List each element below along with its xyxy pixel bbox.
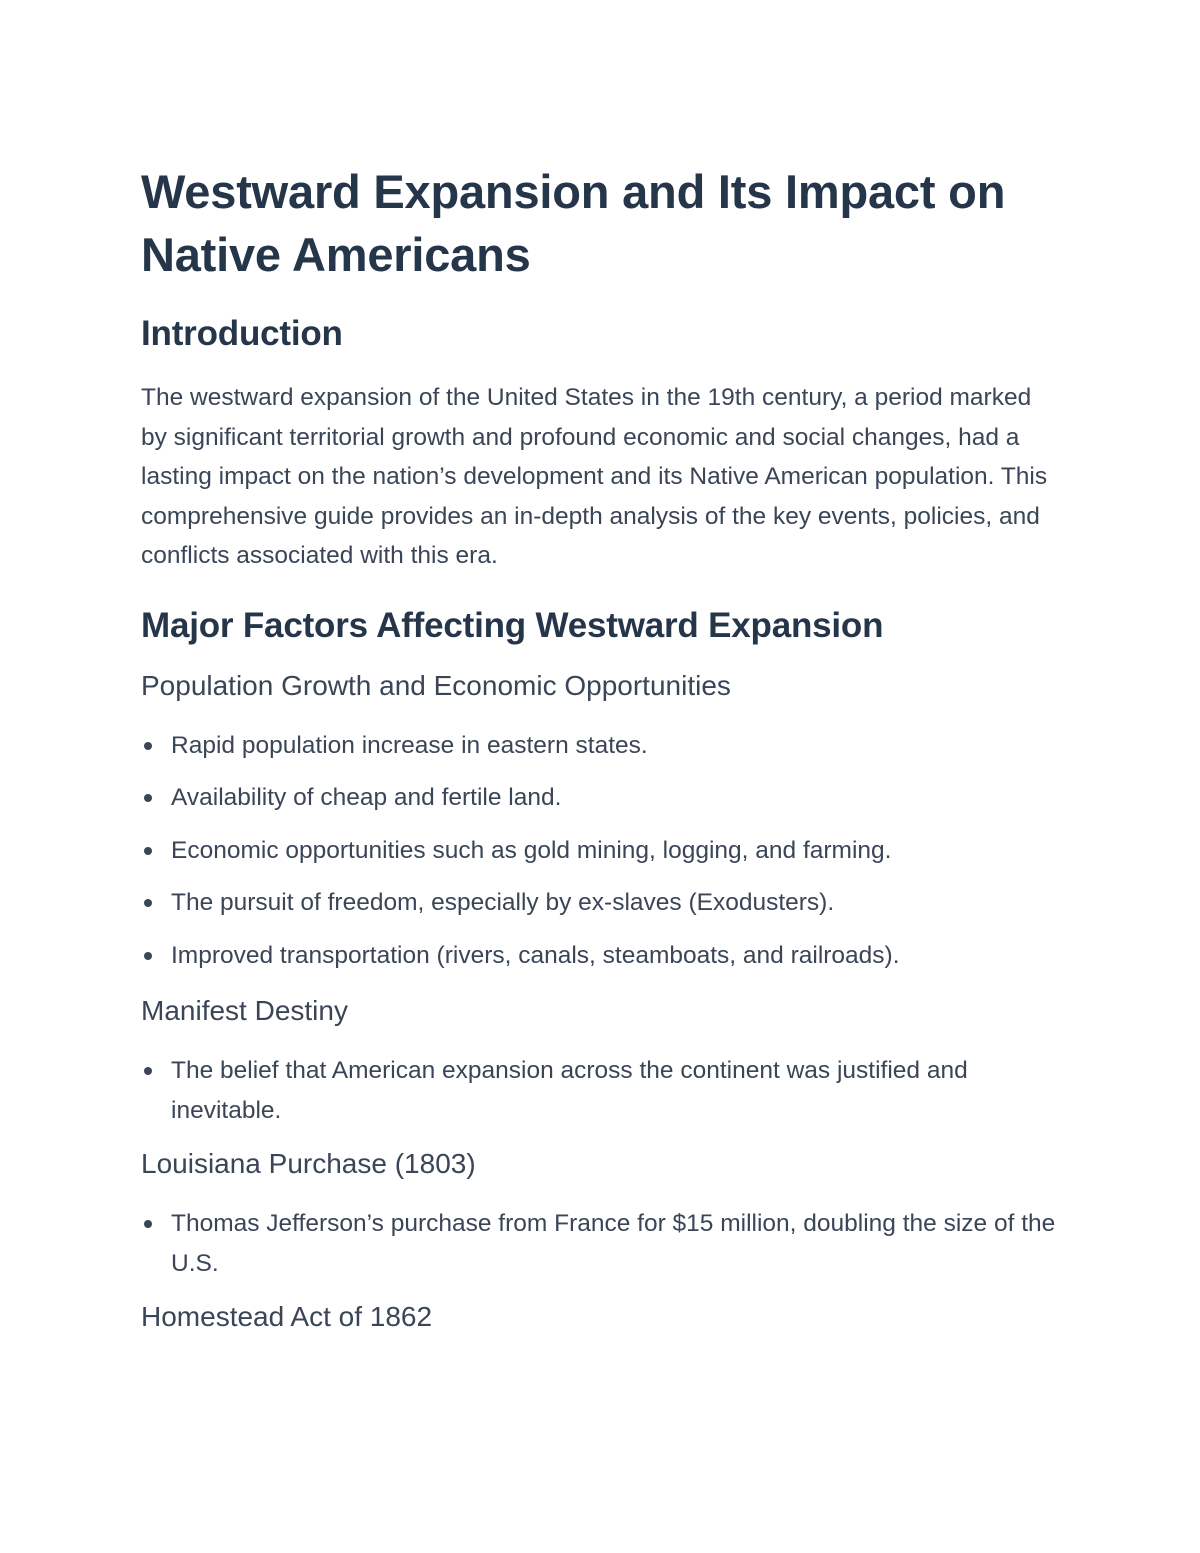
bullet-icon <box>144 847 152 855</box>
list-item-text: Availability of cheap and fertile land. <box>171 784 562 811</box>
bullet-icon <box>144 899 152 907</box>
list-item <box>141 778 1061 818</box>
louisiana-purchase-heading: Louisiana Purchase (1803) <box>141 1148 476 1179</box>
bullet-icon <box>144 794 152 802</box>
major-factors-heading: Major Factors Affecting Westward Expansion <box>141 605 884 645</box>
document-page <box>141 160 1061 1335</box>
list-item-text: Economic opportunities such as gold mining, logging, and farming. <box>171 836 892 864</box>
bullet-icon <box>144 1220 152 1228</box>
manifest-destiny-list <box>141 1051 1061 1130</box>
list-item <box>141 1051 1061 1130</box>
document-title: Westward Expansion and Its Impact on Native Americans <box>141 165 1006 281</box>
bullet-icon <box>144 952 152 960</box>
list-item <box>141 936 1061 976</box>
list-item-text: The pursuit of freedom, especially by ex-slaves (Exodusters). <box>171 889 835 916</box>
list-item <box>141 883 1061 923</box>
list-item-text: The belief that American expansion across the continent was justified and inevitable. <box>171 1057 968 1124</box>
homestead-act-heading: Homestead Act of 1862 <box>141 1301 433 1332</box>
introduction-heading: Introduction <box>141 314 343 353</box>
list-item-text: Improved transportation (rivers, canals, steamboats, and railroads). <box>171 941 900 969</box>
louisiana-purchase-list <box>141 1204 1061 1283</box>
list-item-text: Rapid population increase in eastern states. <box>171 731 648 759</box>
list-item <box>141 831 1061 871</box>
population-growth-heading: Population Growth and Economic Opportunities <box>141 669 731 701</box>
list-item <box>141 1204 1061 1283</box>
population-growth-list <box>141 726 1061 976</box>
introduction-paragraph: The westward expansion of the United States in the 19th century, a period marked by significant territorial growth and profound economic and social changes, had a lasting impact on the nation’s development and its Native American population. This comprehensive guide provides an in-depth analysis of the key events, policies, and conflicts associated with this era. <box>141 384 1048 569</box>
manifest-destiny-heading: Manifest Destiny <box>141 995 348 1026</box>
bullet-icon <box>144 742 152 750</box>
list-item-text: Thomas Jefferson’s purchase from France for $15 million, doubling the size of the U.S. <box>171 1210 1056 1277</box>
list-item <box>141 726 1061 766</box>
bullet-icon <box>144 1067 152 1075</box>
